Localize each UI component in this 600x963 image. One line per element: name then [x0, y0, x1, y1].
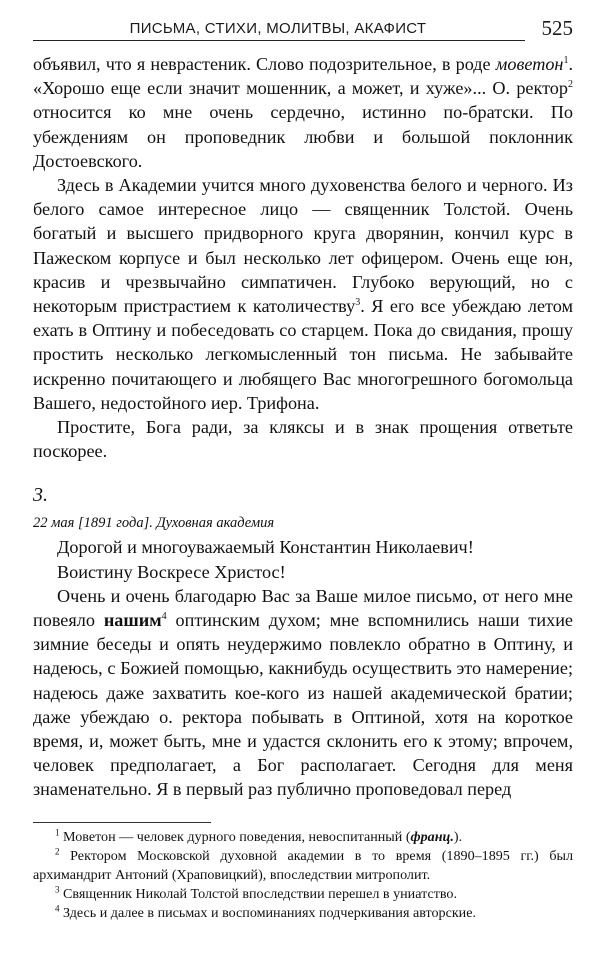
footnote-number: 4 [55, 903, 60, 914]
footnote-1 [33, 828, 573, 847]
easter-greeting: Воистину Воскресе Христос! [57, 561, 286, 582]
paragraph-4 [33, 584, 573, 802]
text-run: . «Хорошо еще если значит мошенник, а может, и хуже»... О. ректор [33, 54, 573, 99]
bold-word: нашим [103, 610, 162, 631]
text-run: оптинским духом; мне вспомнились наши тихие зимние беседы и опять неудержимо повлекло обратно в Оптину, и надеюсь, с Божией помощью, какнибудь осуществить это намерение; надеюсь даже захватить кое-кого из нашей академической братии; даже убеждаю о. ректора побывать в Оптиной, хотя на короткое время, и, может быть, мне и удастся склонить его к этому; впрочем, человек предполагает, а Бог располагает. Сегодня для меня знаменательно. Я в первый раз публично проповедовал перед [33, 610, 574, 800]
footnote-italic: франц. [410, 829, 454, 845]
footnote-2 [33, 847, 573, 885]
letter-dateline: 22 мая [1891 года]. Духовная академия [33, 515, 275, 532]
running-header [33, 16, 573, 44]
footnote-number: 2 [55, 846, 60, 857]
section-number: 3. [33, 484, 48, 507]
text-run: Здесь в Академии учится много духовенства белого и черного. Из белого самое интересное лицо — священник Толстой. Очень богатый и высшего придворного круга дворянин, кончил курс в Пажеском корпусе и был несколько лет офицером. Очень еще юн, красив и чрезвычайно симпатичен. Глубоко верующий, но с некоторым пристрастием к католичеству [33, 175, 573, 317]
footnote-4 [33, 904, 573, 923]
footnote-ref: 4 [161, 611, 167, 622]
footnote-text: Моветон — человек дурного поведения, невоспитанный ( [63, 829, 411, 845]
salutation: Дорогой и многоуважаемый Константин Николаевич! [57, 537, 474, 558]
header-rule [33, 40, 525, 41]
paragraph-1 [33, 52, 573, 173]
paragraph-3: Простите, Бога ради, за кляксы и в знак прощения ответьте поскорее. [33, 417, 573, 462]
footnote-tail: ). [453, 829, 463, 845]
text-run: . Я его все убеждаю летом ехать в Оптину и побеседовать со старцем. Пока до свидания, прошу простить несколько легкомысленный тон письма. Не забывайте искренно почитающего и любящего Вас многогрешного богомольца Вашего, недостойного иер. Трифона. [33, 296, 574, 413]
footnote-ref: 1 [563, 54, 569, 66]
paragraph-2 [33, 173, 573, 415]
footnote-number: 3 [55, 884, 60, 895]
footnote-text: Здесь и далее в письмах и воспоминаниях подчеркивания авторские. [63, 905, 476, 921]
running-title: ПИСЬМА, СТИХИ, МОЛИТВЫ, АКАФИСТ [129, 20, 427, 37]
footnote-3 [33, 885, 573, 904]
main-text [33, 52, 573, 802]
footnote-rule [33, 822, 211, 823]
text-run: Очень и очень благодарю Вас за Ваше милое письмо, от него мне повеяло [33, 585, 573, 631]
footnote-ref: 3 [355, 296, 361, 308]
page-number: 525 [541, 16, 573, 40]
footnote-number: 1 [55, 827, 60, 838]
footnotes [33, 828, 573, 923]
footnote-text: Священник Николай Толстой впоследствии перешел в униатство. [63, 886, 457, 902]
italic-word: моветон [495, 54, 564, 74]
text-run: объявил, что я неврастеник. Слово подозрительное, в роде [33, 54, 496, 74]
footnote-ref: 2 [568, 79, 573, 91]
text-run: относится ко мне очень сердечно, истинно по-братски. По убеждениям он проповедник любви и большой поклонник Достоевского. [33, 102, 573, 171]
footnote-text: Ректором Московской духовной академии в то время (1890–1895 гг.) был архимандрит Антоний (Храповицкий), впоследствии митрополит. [33, 848, 574, 883]
